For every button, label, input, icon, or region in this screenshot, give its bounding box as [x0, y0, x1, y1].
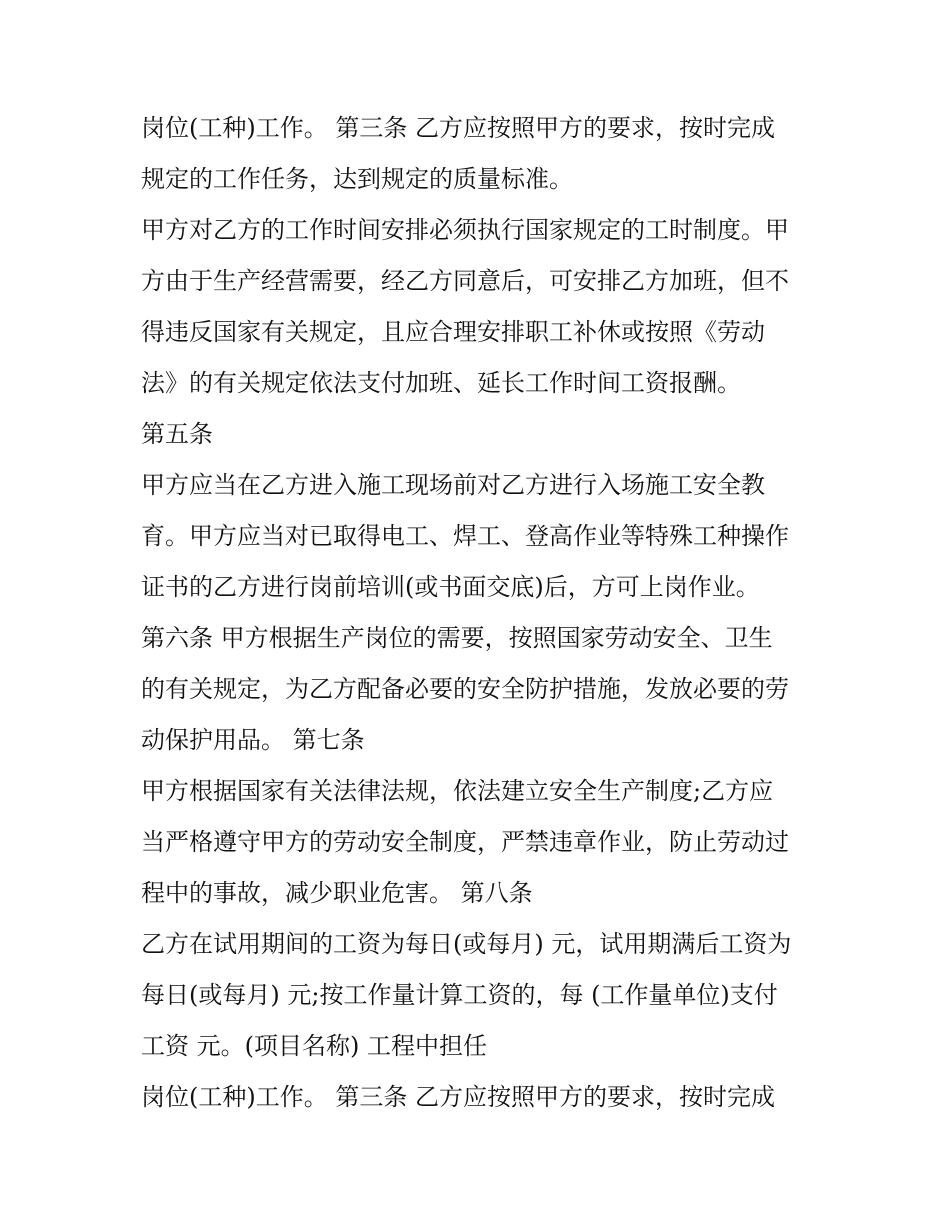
text-line: 动保护用品。 第七条 [141, 726, 365, 754]
text-line: 岗位(工种)工作。 第三条 乙方应按照甲方的要求，按时完成 [141, 114, 775, 142]
text-line: 规定的工作任务，达到规定的质量标准。 [141, 165, 573, 193]
text-line: 方由于生产经营需要，经乙方同意后，可安排乙方加班，但不 [141, 267, 789, 295]
text-line: 育。甲方应当对已取得电工、焊工、登高作业等特殊工种操作 [141, 522, 789, 550]
text-line: 甲方根据国家有关法律法规，依法建立安全生产制度;乙方应 [141, 777, 774, 805]
text-line: 证书的乙方进行岗前培训(或书面交底)后，方可上岗作业。 [141, 573, 760, 601]
text-line: 得违反国家有关规定，且应合理安排职工补休或按照《劳动 [141, 318, 765, 346]
text-line: 乙方在试用期间的工资为每日(或每月) 元，试用期满后工资为 [141, 930, 792, 958]
text-line: 岗位(工种)工作。 第三条 乙方应按照甲方的要求，按时完成 [141, 1083, 775, 1111]
text-line: 工资 元。(项目名称) 工程中担任 [141, 1032, 487, 1060]
text-line: 每日(或每月) 元;按工作量计算工资的，每 (工作量单位)支付 [141, 981, 778, 1009]
section-heading: 第五条 [141, 420, 213, 448]
text-line: 的有关规定，为乙方配备必要的安全防护措施，发放必要的劳 [141, 675, 789, 703]
text-line: 法》的有关规定依法支付加班、延长工作时间工资报酬。 [141, 369, 741, 397]
text-line: 第六条 甲方根据生产岗位的需要，按照国家劳动安全、卫生 [141, 624, 773, 652]
text-line: 甲方对乙方的工作时间安排必须执行国家规定的工时制度。甲 [141, 216, 789, 244]
text-line: 程中的事故，减少职业危害。 第八条 [141, 879, 533, 907]
text-line: 甲方应当在乙方进入施工现场前对乙方进行入场施工安全教 [141, 471, 765, 499]
text-line: 当严格遵守甲方的劳动安全制度，严禁违章作业，防止劳动过 [141, 828, 789, 856]
